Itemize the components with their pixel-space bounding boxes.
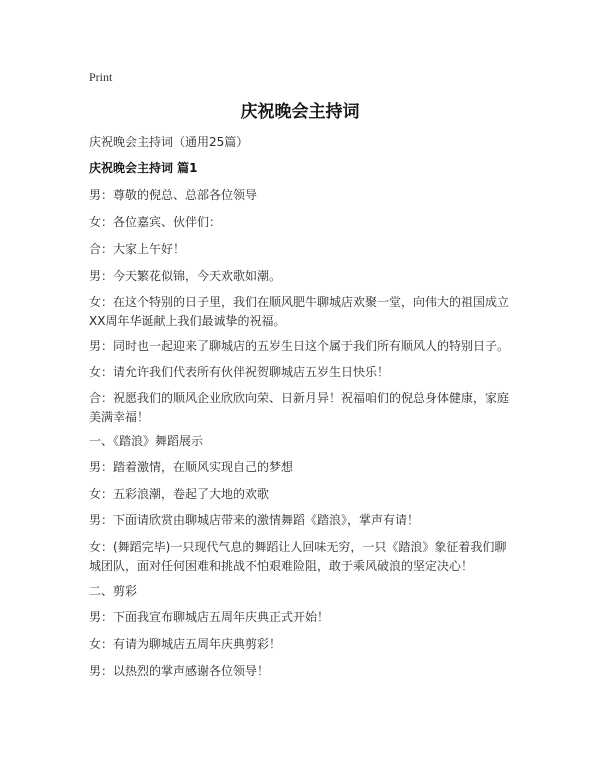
- paragraph: 男：下面我宣布聊城店五周年庆典正式开始！: [89, 610, 330, 624]
- paragraph: 男：以热烈的掌声感谢各位领导！: [89, 664, 270, 678]
- paragraph: 女：五彩浪潮，卷起了大地的欢歌: [89, 487, 270, 501]
- document-subtitle: 庆祝晚会主持词（通用25篇）: [89, 135, 249, 149]
- paragraph: 合：大家上午好！: [89, 242, 186, 256]
- paragraph: 男：今天繁花似锦，今天欢歌如潮。: [89, 269, 282, 283]
- paragraph: 女：(舞蹈完毕)一只现代气息的舞蹈让人回味无穷，一只《踏浪》象征着我们聊城团队，面对任何困难和挑战不怕艰难险阻，敢于乘风破浪的坚定决心！: [89, 540, 507, 573]
- paragraph: 男：下面请欣赏由聊城店带来的激情舞蹈《踏浪》，掌声有请！: [89, 513, 420, 527]
- paragraph: 男：踏着激情，在顺风实现自己的梦想: [89, 460, 294, 474]
- section-item: 一、《踏浪》舞蹈展示: [89, 434, 204, 448]
- paragraph: 女：有请为聊城店五周年庆典剪彩！: [89, 637, 282, 651]
- print-link[interactable]: Print: [89, 70, 113, 84]
- paragraph: 男：同时也一起迎来了聊城店的五岁生日这个属于我们所有顺风人的特别日子。: [89, 339, 510, 353]
- section-heading: 庆祝晚会主持词 篇1: [89, 161, 198, 175]
- document-title: 庆祝晚会主持词: [240, 102, 360, 122]
- paragraph: 男：尊敬的倪总、总部各位领导: [89, 188, 258, 202]
- section-item: 二、剪彩: [89, 584, 138, 598]
- paragraph: 女：各位嘉宾、伙伴们：: [89, 215, 222, 229]
- paragraph: 女：请允许我们代表所有伙伴祝贺聊城店五岁生日快乐！: [89, 365, 390, 379]
- paragraph: 女：在这个特别的日子里，我们在顺风肥牛聊城店欢聚一堂，向伟大的祖国成立XX周年华诞献上我们最诚挚的祝福。: [89, 295, 510, 328]
- paragraph: 合：祝愿我们的顺风企业欣欣向荣、日新月异！祝福咱们的倪总身体健康，家庭美满幸福！: [89, 391, 510, 424]
